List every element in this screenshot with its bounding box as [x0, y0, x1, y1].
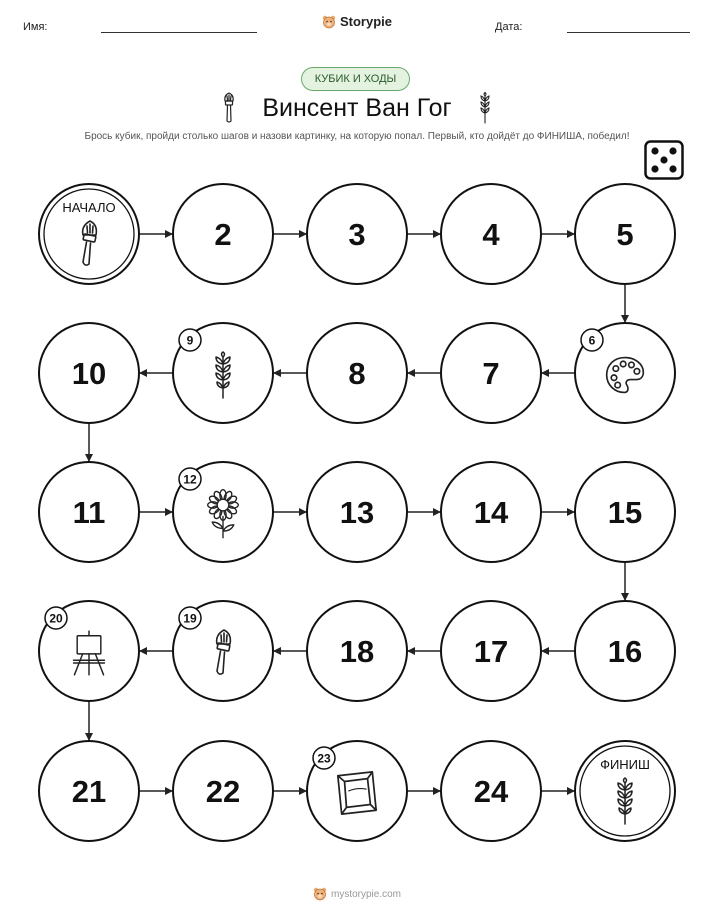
cell-number: 9	[186, 333, 194, 348]
cell-number: 15	[607, 495, 643, 530]
path-arrow	[541, 787, 575, 795]
cell-number: 16	[607, 634, 643, 669]
name-label: Имя:	[23, 21, 48, 33]
cell-number: 11	[72, 495, 106, 530]
path-arrow	[139, 369, 173, 377]
board-cell-13	[307, 462, 407, 562]
cell-number: 18	[339, 634, 375, 669]
board-cell-5	[575, 184, 675, 284]
cell-number: 3	[348, 217, 366, 252]
board-cell-2	[173, 184, 273, 284]
cell-number: 14	[473, 495, 509, 530]
instructions-text: Брось кубик, пройди столько шагов и назови картинку, на которую попал. Первый, кто дойдёт до ФИНИША, победил!	[84, 131, 630, 142]
path-arrow	[85, 423, 93, 462]
board-cell-start	[39, 184, 139, 284]
board-cell-picture-12	[173, 462, 273, 562]
board-cell-18	[307, 601, 407, 701]
cell-number: 21	[71, 774, 107, 809]
path-arrow	[541, 508, 575, 516]
cell-number: 5	[616, 217, 634, 252]
cell-number: 23	[317, 751, 331, 766]
board-cell-15	[575, 462, 675, 562]
cell-number: 13	[339, 495, 375, 530]
cell-number: 10	[71, 356, 107, 391]
game-type-badge: КУБИК И ХОДЫ	[301, 67, 410, 91]
board-cell-7	[441, 323, 541, 423]
path-arrow	[621, 284, 629, 323]
bear-icon	[313, 887, 327, 901]
path-arrow	[621, 562, 629, 601]
cell-number: 7	[482, 356, 500, 391]
board-cell-16	[575, 601, 675, 701]
path-arrow	[541, 369, 575, 377]
path-arrow	[407, 787, 441, 795]
board-cell-4	[441, 184, 541, 284]
path-arrow	[273, 369, 307, 377]
path-arrow	[407, 508, 441, 516]
board-cell-picture-19	[173, 601, 273, 701]
path-arrow	[139, 230, 173, 238]
board-cell-finish	[575, 741, 675, 841]
brand-name: Storypie	[339, 14, 392, 29]
path-arrow	[273, 647, 307, 655]
cell-number: 2	[214, 217, 232, 252]
start-label: НАЧАЛО	[62, 200, 116, 215]
footer-url: mystorypie.com	[330, 888, 401, 900]
path-arrow	[273, 787, 307, 795]
finish-label: ФИНИШ	[600, 757, 650, 772]
board-cell-picture-6	[575, 323, 675, 423]
page-title: Винсент Ван Гог	[262, 93, 452, 122]
board-cell-22	[173, 741, 273, 841]
path-arrow	[407, 230, 441, 238]
path-arrow	[139, 647, 173, 655]
cell-number: 17	[473, 634, 509, 669]
date-label: Дата:	[495, 21, 523, 33]
board-cell-11	[39, 462, 139, 562]
path-arrow	[541, 647, 575, 655]
cell-number: 12	[183, 472, 197, 487]
board-cell-17	[441, 601, 541, 701]
path-arrow	[407, 647, 441, 655]
path-arrow	[273, 508, 307, 516]
path-arrow	[139, 508, 173, 516]
footer	[0, 887, 714, 901]
board-cell-picture-23	[307, 741, 407, 841]
board-cell-10	[39, 323, 139, 423]
board-cell-24	[441, 741, 541, 841]
cell-number: 4	[482, 217, 500, 252]
cell-number: 19	[183, 611, 197, 626]
cell-number: 20	[49, 611, 63, 626]
board-cell-picture-20	[39, 601, 139, 701]
cell-number: 8	[348, 356, 366, 391]
path-arrow	[273, 230, 307, 238]
board-cell-21	[39, 741, 139, 841]
board-cell-picture-9	[173, 323, 273, 423]
board-cell-3	[307, 184, 407, 284]
cell-number: 22	[205, 774, 241, 809]
path-arrow	[541, 230, 575, 238]
cell-number: 6	[588, 333, 596, 348]
path-arrow	[85, 701, 93, 741]
board-cell-14	[441, 462, 541, 562]
board-cell-8	[307, 323, 407, 423]
path-arrow	[139, 787, 173, 795]
cell-number: 24	[473, 774, 509, 809]
path-arrow	[407, 369, 441, 377]
